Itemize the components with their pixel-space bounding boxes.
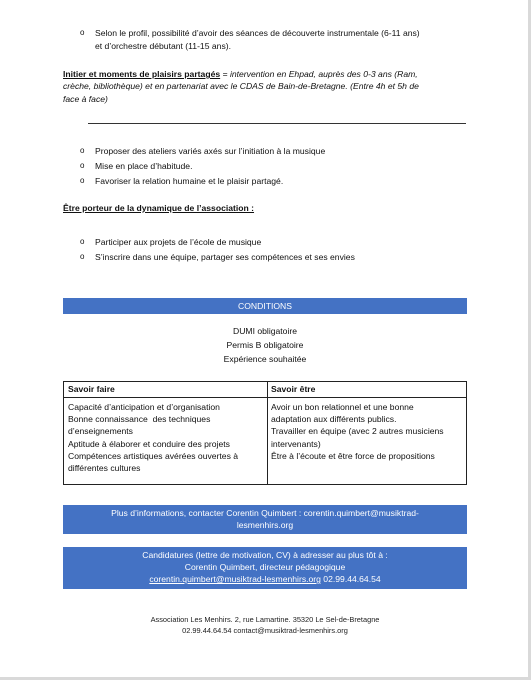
bullet-marker: o [80,146,85,155]
list-item-text: Selon le profil, possibilité d’avoir des séances de découverte instrumentale (6-11 ans) [95,28,420,38]
table-cell-line: adaptation aux différents publics. [271,414,397,425]
table-cell-line: Travailler en équipe (avec 2 autres musiciens [271,426,444,437]
table-cell-line: Aptitude à élaborer et conduire des projets [68,438,230,449]
list-item-text: S’inscrire dans une équipe, partager ses compétences et ses envies [95,252,355,262]
list-item-text: et d’orchestre débutant (11-15 ans). [95,41,231,51]
table-cell-line: Avoir un bon relationnel et une bonne [271,402,414,412]
table-header-savoir-faire: Savoir faire [68,384,115,394]
table-cell-savoir-etre [271,401,464,462]
footer-address: Association Les Menhirs. 2, rue Lamartine. 35320 Le Sel-de-Bretagne [150,615,380,624]
bullet-marker: o [80,252,85,261]
candidatures-line: Corentin Quimbert, directeur pédagogique [184,562,346,572]
table-cell-line: d’enseignements [68,426,133,437]
table-cell-line: intervenants) [271,438,321,449]
section-plaisirs-text: crèche, bibliothèque) et en partenariat avec le CDAS de Bain-de-Bretagne. (Entre 4h et 5h de [63,81,419,92]
condition-line: Expérience souhaitée [223,354,307,364]
section-dynamique-title: Être porteur de la dynamique de l’association : [63,203,255,213]
list-item-text: Proposer des ateliers variés axés sur l’initiation à la musique [95,146,326,156]
separator: = [220,69,230,79]
bullet-marker: o [80,161,85,170]
bullet-marker: o [80,28,85,37]
condition-line: Permis B obligatoire [226,340,304,350]
conditions-header: CONDITIONS [63,298,467,314]
table-cell-line: Bonne connaissance des techniques [68,414,211,425]
section-plaisirs-text: intervention en Ehpad, auprès des 0-3 ans (Ram, [229,69,418,79]
info-box [63,505,467,534]
list-item-text: Participer aux projets de l’école de musique [95,237,262,247]
info-line: lesmenhirs.org [236,520,294,530]
horizontal-divider [88,123,466,124]
table-cell-line: Être à l’écoute et être force de propositions [271,450,435,461]
list-item-text: Mise en place d’habitude. [95,161,193,171]
section-plaisirs-text: face à face) [63,93,108,104]
bullet-marker: o [80,237,85,246]
table-cell-savoir-faire [68,401,264,474]
candidatures-phone: 02.99.44.64.54 [320,574,381,584]
footer-contact: 02.99.44.64.54 contact@musiktrad-lesmenhirs.org [182,626,348,635]
table-cell-line: Capacité d’anticipation et d’organisation [68,402,220,412]
info-line: Plus d’informations, contacter Corentin Quimbert : corentin.quimbert@musiktrad- [111,508,419,518]
list-item-text: Favoriser la relation humaine et le plaisir partagé. [95,176,284,186]
condition-line: DUMI obligatoire [233,326,297,336]
skills-table [63,381,467,485]
candidatures-line: Candidatures (lettre de motivation, CV) à adresser au plus tôt à : [142,550,388,560]
table-divider [64,397,466,398]
bullet-marker: o [80,176,85,185]
table-cell-line: différentes cultures [68,463,141,474]
section-plaisirs-title: Initier et moments de plaisirs partagés [63,69,221,79]
section-plaisirs-intro [63,68,473,105]
candidatures-email-link[interactable]: corentin.quimbert@musiktrad-lesmenhirs.org [149,574,321,584]
table-cell-line: Compétences artistiques avérées ouvertes à [68,450,239,461]
candidatures-box [63,547,467,589]
table-header-savoir-etre: Savoir être [271,384,316,394]
